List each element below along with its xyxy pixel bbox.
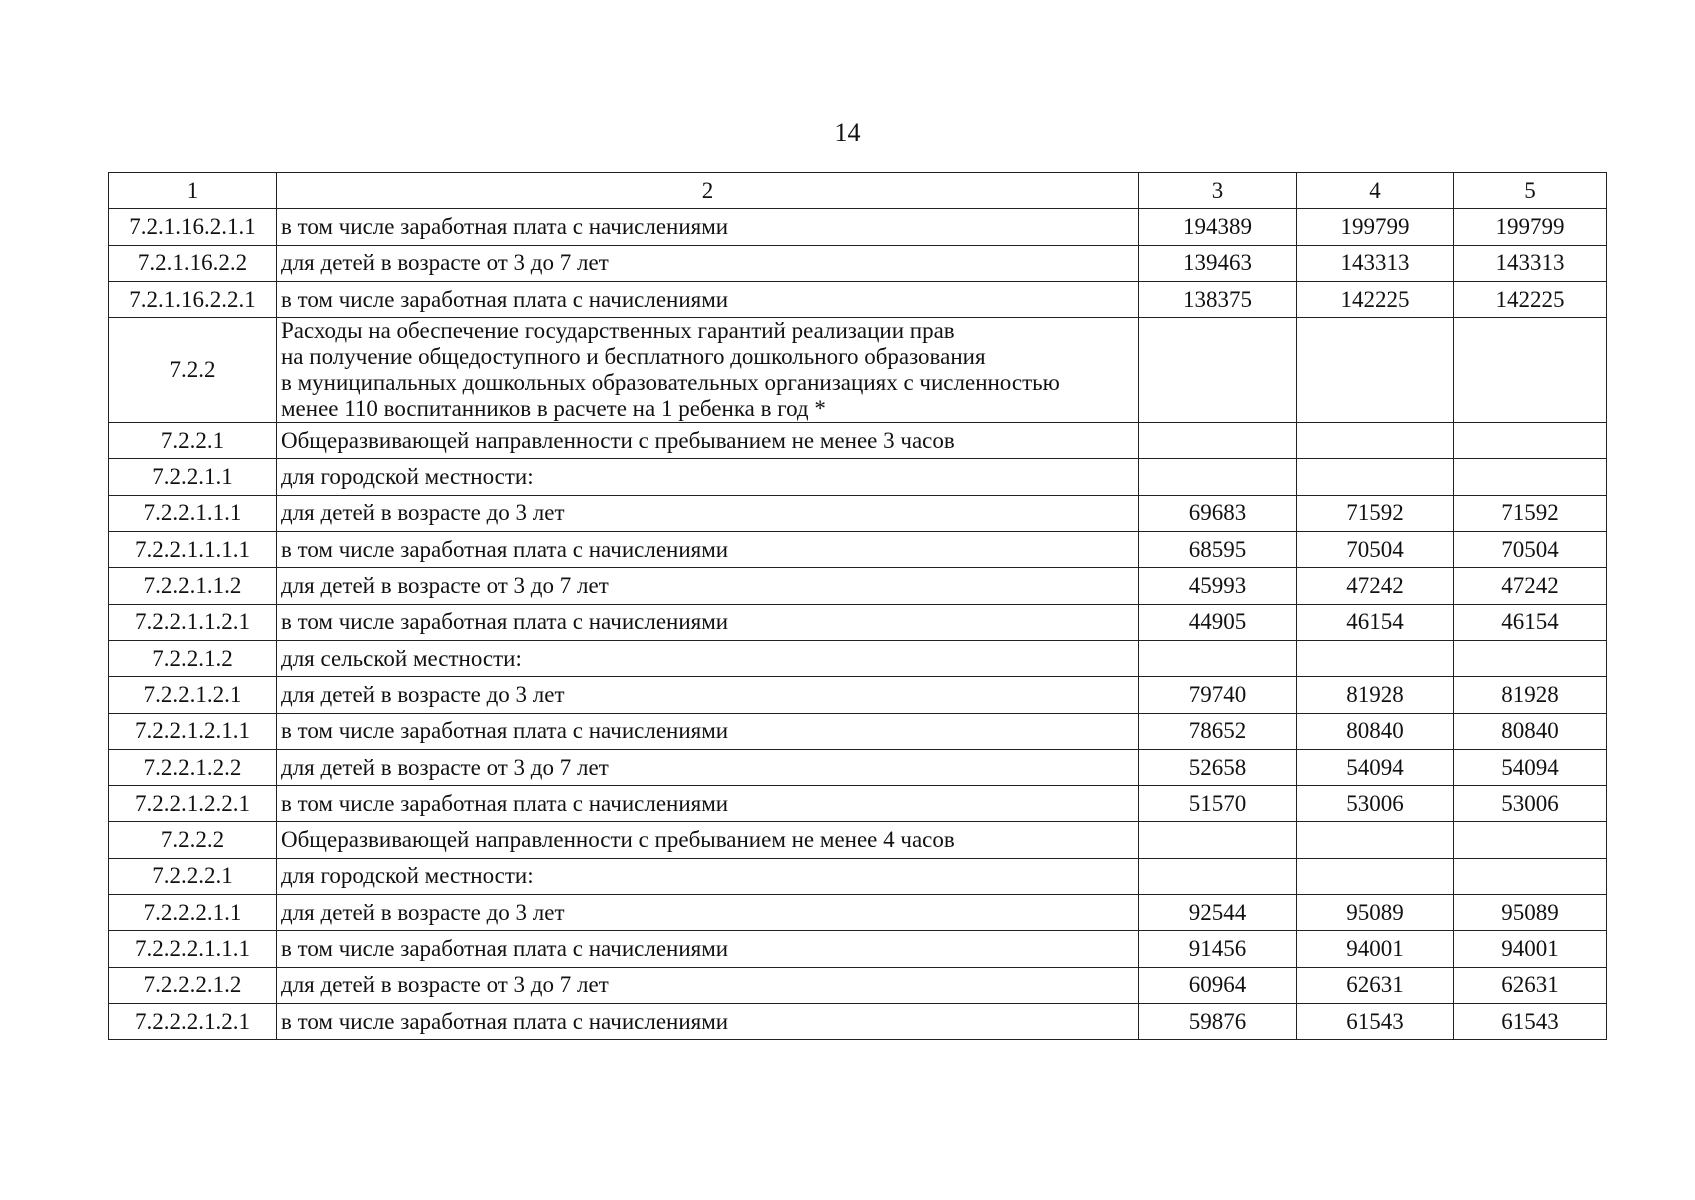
table-row [109, 423, 1607, 459]
row-description: в том числе заработная плата с начислениями [277, 532, 1139, 568]
row-value-col-4: 53006 [1297, 786, 1454, 822]
row-code: 7.2.2.1.2.1 [109, 677, 277, 713]
row-value-col-3: 92544 [1139, 895, 1297, 931]
row-code: 7.2.2.2.1.2.1 [109, 1003, 277, 1039]
row-value-col-5: 62631 [1454, 967, 1607, 1003]
row-description: для городской местности: [277, 858, 1139, 894]
row-code: 7.2.2.1.1.2 [109, 568, 277, 604]
row-code: 7.2.2.1.2.1.1 [109, 713, 277, 749]
table-row [109, 1003, 1607, 1039]
row-value-col-4: 62631 [1297, 967, 1454, 1003]
row-value-col-3 [1139, 640, 1297, 676]
row-value-col-5: 61543 [1454, 1003, 1607, 1039]
row-value-col-4 [1297, 423, 1454, 459]
header-cell-4: 4 [1297, 173, 1454, 209]
row-value-col-5 [1454, 318, 1607, 423]
row-code: 7.2.1.16.2.2.1 [109, 281, 277, 317]
header-cell-2: 2 [277, 173, 1139, 209]
row-value-col-3: 78652 [1139, 713, 1297, 749]
table-row [109, 281, 1607, 317]
row-value-col-3: 138375 [1139, 281, 1297, 317]
row-description: в том числе заработная плата с начислениями [277, 281, 1139, 317]
row-value-col-4: 70504 [1297, 532, 1454, 568]
row-value-col-5 [1454, 640, 1607, 676]
table-row [109, 786, 1607, 822]
row-value-col-3: 194389 [1139, 209, 1297, 245]
row-value-col-5: 70504 [1454, 532, 1607, 568]
row-code: 7.2.2.2.1 [109, 858, 277, 894]
row-code: 7.2.2.2.1.1.1 [109, 931, 277, 967]
table-row [109, 459, 1607, 495]
table-row [109, 967, 1607, 1003]
row-code: 7.2.1.16.2.1.1 [109, 209, 277, 245]
row-value-col-3 [1139, 318, 1297, 423]
table-row [109, 495, 1607, 531]
row-code: 7.2.1.16.2.2 [109, 245, 277, 281]
row-description [277, 318, 1139, 423]
row-value-col-4 [1297, 459, 1454, 495]
header-cell-1: 1 [109, 173, 277, 209]
row-description-line: менее 110 воспитанников в расчете на 1 ребенка в год * [281, 396, 826, 422]
row-value-col-3: 91456 [1139, 931, 1297, 967]
row-value-col-4: 71592 [1297, 495, 1454, 531]
row-value-col-3: 139463 [1139, 245, 1297, 281]
row-value-col-4 [1297, 318, 1454, 423]
table-row [109, 318, 1607, 423]
row-code: 7.2.2 [109, 318, 277, 423]
table-row [109, 713, 1607, 749]
row-value-col-4: 46154 [1297, 604, 1454, 640]
table-row [109, 640, 1607, 676]
row-value-col-5 [1454, 459, 1607, 495]
row-value-col-4: 81928 [1297, 677, 1454, 713]
row-value-col-4: 199799 [1297, 209, 1454, 245]
row-description-line: на получение общедоступного и бесплатного дошкольного образования [281, 344, 986, 370]
row-value-col-4: 94001 [1297, 931, 1454, 967]
row-value-col-4: 95089 [1297, 895, 1454, 931]
row-description: для детей в возрасте от 3 до 7 лет [277, 568, 1139, 604]
row-description: в том числе заработная плата с начислениями [277, 1003, 1139, 1039]
row-code: 7.2.2.1.1.1.1 [109, 532, 277, 568]
row-value-col-3: 60964 [1139, 967, 1297, 1003]
row-value-col-5: 95089 [1454, 895, 1607, 931]
table-row [109, 209, 1607, 245]
row-value-col-4: 61543 [1297, 1003, 1454, 1039]
row-value-col-3: 51570 [1139, 786, 1297, 822]
row-description-line: Расходы на обеспечение государственных гарантий реализации прав [281, 318, 955, 344]
row-description: в том числе заработная плата с начислениями [277, 209, 1139, 245]
row-value-col-3: 59876 [1139, 1003, 1297, 1039]
header-cell-3: 3 [1139, 173, 1297, 209]
table-row [109, 604, 1607, 640]
row-value-col-3: 68595 [1139, 532, 1297, 568]
row-value-col-3: 69683 [1139, 495, 1297, 531]
row-value-col-5: 199799 [1454, 209, 1607, 245]
row-description: для детей в возрасте до 3 лет [277, 495, 1139, 531]
table-row [109, 822, 1607, 858]
row-value-col-5: 53006 [1454, 786, 1607, 822]
row-value-col-3: 79740 [1139, 677, 1297, 713]
row-value-col-5: 81928 [1454, 677, 1607, 713]
row-description: для детей в возрасте до 3 лет [277, 677, 1139, 713]
table-row [109, 245, 1607, 281]
row-value-col-4: 54094 [1297, 749, 1454, 785]
row-value-col-3: 44905 [1139, 604, 1297, 640]
row-code: 7.2.2.1.2.2 [109, 749, 277, 785]
row-value-col-4: 143313 [1297, 245, 1454, 281]
row-value-col-5: 94001 [1454, 931, 1607, 967]
table-row [109, 895, 1607, 931]
table-row [109, 931, 1607, 967]
row-description: Общеразвивающей направленности с пребыванием не менее 4 часов [277, 822, 1139, 858]
row-description: для детей в возрасте от 3 до 7 лет [277, 749, 1139, 785]
table-row [109, 749, 1607, 785]
row-value-col-5: 143313 [1454, 245, 1607, 281]
row-value-col-3 [1139, 423, 1297, 459]
header-cell-5: 5 [1454, 173, 1607, 209]
row-value-col-5: 47242 [1454, 568, 1607, 604]
row-code: 7.2.2.1.1.1 [109, 495, 277, 531]
row-value-col-3: 45993 [1139, 568, 1297, 604]
row-code: 7.2.2.2.1.2 [109, 967, 277, 1003]
row-value-col-3 [1139, 459, 1297, 495]
row-value-col-5 [1454, 423, 1607, 459]
row-code: 7.2.2.2 [109, 822, 277, 858]
table-row [109, 677, 1607, 713]
row-description: для детей в возрасте до 3 лет [277, 895, 1139, 931]
table-row [109, 532, 1607, 568]
row-value-col-4 [1297, 822, 1454, 858]
row-value-col-5: 80840 [1454, 713, 1607, 749]
row-value-col-5 [1454, 822, 1607, 858]
row-description: в том числе заработная плата с начислениями [277, 931, 1139, 967]
table-header-row [109, 173, 1607, 209]
row-value-col-5: 142225 [1454, 281, 1607, 317]
row-value-col-5: 46154 [1454, 604, 1607, 640]
row-code: 7.2.2.1.2 [109, 640, 277, 676]
row-value-col-3 [1139, 858, 1297, 894]
row-value-col-4: 47242 [1297, 568, 1454, 604]
row-value-col-5: 71592 [1454, 495, 1607, 531]
row-description-line: в муниципальных дошкольных образовательных организациях с численностью [281, 370, 1060, 396]
row-description: Общеразвивающей направленности с пребыванием не менее 3 часов [277, 423, 1139, 459]
row-description: для городской местности: [277, 459, 1139, 495]
row-value-col-4: 80840 [1297, 713, 1454, 749]
row-description: в том числе заработная плата с начислениями [277, 604, 1139, 640]
row-code: 7.2.2.2.1.1 [109, 895, 277, 931]
row-code: 7.2.2.1.1 [109, 459, 277, 495]
row-value-col-5 [1454, 858, 1607, 894]
row-value-col-3: 52658 [1139, 749, 1297, 785]
table-row [109, 858, 1607, 894]
row-description: в том числе заработная плата с начислениями [277, 786, 1139, 822]
page-number: 14 [834, 118, 861, 147]
row-value-col-4: 142225 [1297, 281, 1454, 317]
row-description: для детей в возрасте от 3 до 7 лет [277, 245, 1139, 281]
row-description: для детей в возрасте от 3 до 7 лет [277, 967, 1139, 1003]
row-value-col-3 [1139, 822, 1297, 858]
row-value-col-4 [1297, 640, 1454, 676]
row-value-col-4 [1297, 858, 1454, 894]
row-description: для сельской местности: [277, 640, 1139, 676]
row-code: 7.2.2.1.2.2.1 [109, 786, 277, 822]
table-row [109, 568, 1607, 604]
budget-table [108, 172, 1607, 1040]
row-value-col-5: 54094 [1454, 749, 1607, 785]
row-description: в том числе заработная плата с начислениями [277, 713, 1139, 749]
row-code: 7.2.2.1 [109, 423, 277, 459]
row-code: 7.2.2.1.1.2.1 [109, 604, 277, 640]
